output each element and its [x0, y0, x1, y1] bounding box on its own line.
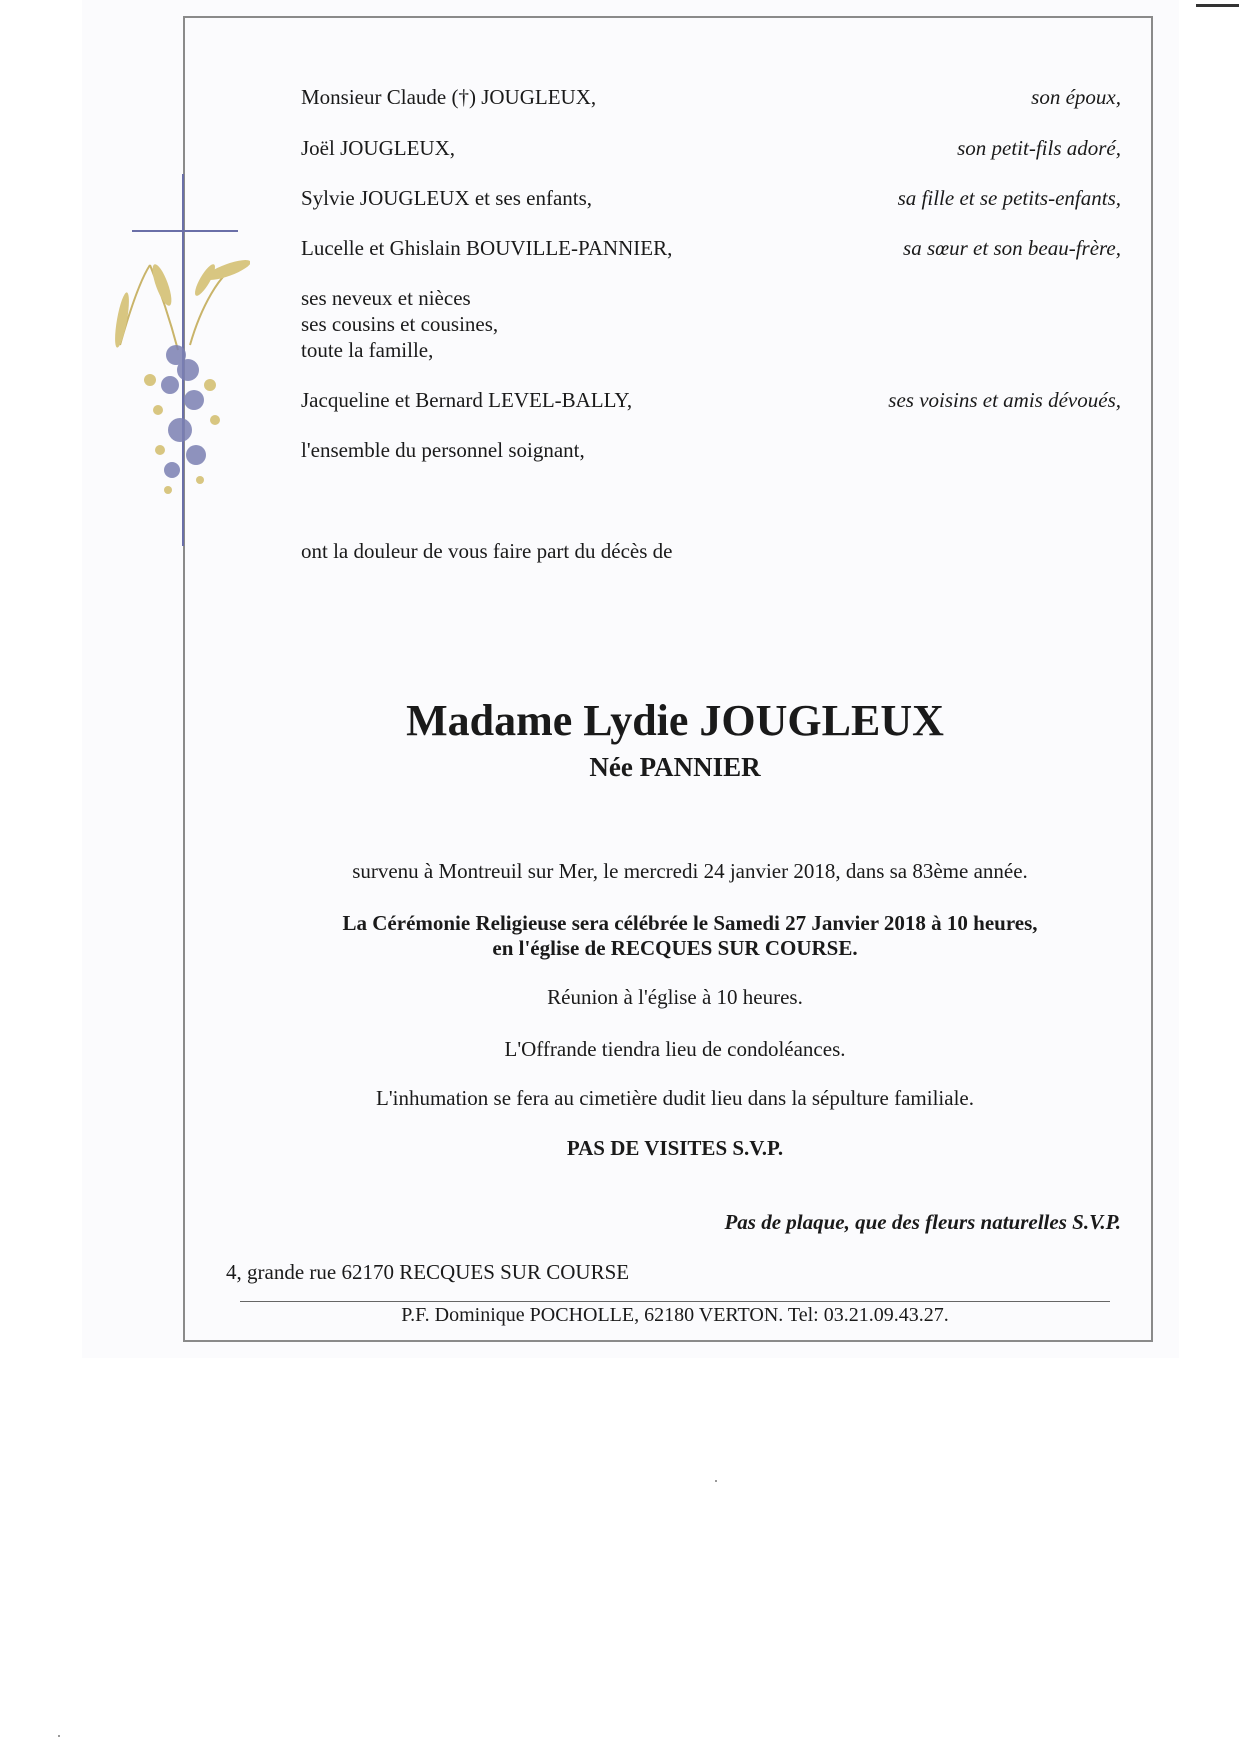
family-row — [301, 234, 1121, 262]
neighbors-row — [301, 386, 1121, 414]
family-name: Monsieur Claude (†) JOUGLEUX, — [301, 85, 597, 109]
relatives-line: ses cousins et cousines, — [301, 312, 499, 336]
relatives-line: ses neveux et nièces — [301, 286, 471, 310]
meeting-line: Réunion à l'église à 10 heures. — [547, 985, 803, 1009]
scan-speck — [715, 1480, 717, 1482]
address-line: 4, grande rue 62170 RECQUES SUR COURSE — [226, 1260, 630, 1284]
funeral-home-line: P.F. Dominique POCHOLLE, 62180 VERTON. Tel: 03.21.09.43.27. — [401, 1304, 949, 1326]
family-name: Joël JOUGLEUX, — [301, 136, 455, 160]
scan-corner-mark — [1196, 4, 1239, 7]
no-visits-line: PAS DE VISITES S.V.P. — [566, 1136, 784, 1160]
family-row — [301, 83, 1121, 111]
ceremony-line-1: La Cérémonie Religieuse sera célébrée le Samedi 27 Janvier 2018 à 10 heures, — [342, 911, 1038, 935]
scan-speck — [58, 1735, 60, 1737]
relatives-line: toute la famille, — [301, 338, 434, 362]
offering-line: L'Offrande tiendra lieu de condoléances. — [504, 1037, 846, 1061]
flowers-note: Pas de plaque, que des fleurs naturelles S.V.P. — [724, 1210, 1121, 1234]
family-name: Lucelle et Ghislain BOUVILLE-PANNIER, — [301, 236, 673, 260]
neighbors-relation: ses voisins et amis dévoués, — [888, 388, 1121, 412]
death-info: survenu à Montreuil sur Mer, le mercredi 24 janvier 2018, dans sa 83ème année. — [352, 859, 1028, 883]
family-row — [301, 184, 1121, 212]
family-name: Sylvie JOUGLEUX et ses enfants, — [301, 186, 593, 210]
family-relation: son petit-fils adoré, — [957, 136, 1121, 160]
deceased-birth-name: Née PANNIER — [589, 752, 761, 782]
family-row — [301, 134, 1121, 162]
burial-line: L'inhumation se fera au cimetière dudit lieu dans la sépulture familiale. — [376, 1086, 974, 1110]
cross-floral-icon — [110, 170, 250, 550]
deceased-name: Madame Lydie JOUGLEUX — [406, 696, 944, 745]
family-relation: sa fille et se petits-enfants, — [897, 186, 1121, 210]
ceremony-line-2: en l'église de RECQUES SUR COURSE. — [492, 936, 858, 960]
neighbors-name: Jacqueline et Bernard LEVEL-BALLY, — [301, 388, 633, 412]
announcement-line: ont la douleur de vous faire part du décès de — [301, 539, 673, 563]
staff-line: l'ensemble du personnel soignant, — [301, 438, 585, 462]
family-relation: sa sœur et son beau-frère, — [903, 236, 1121, 260]
family-relation: son époux, — [1031, 85, 1121, 109]
